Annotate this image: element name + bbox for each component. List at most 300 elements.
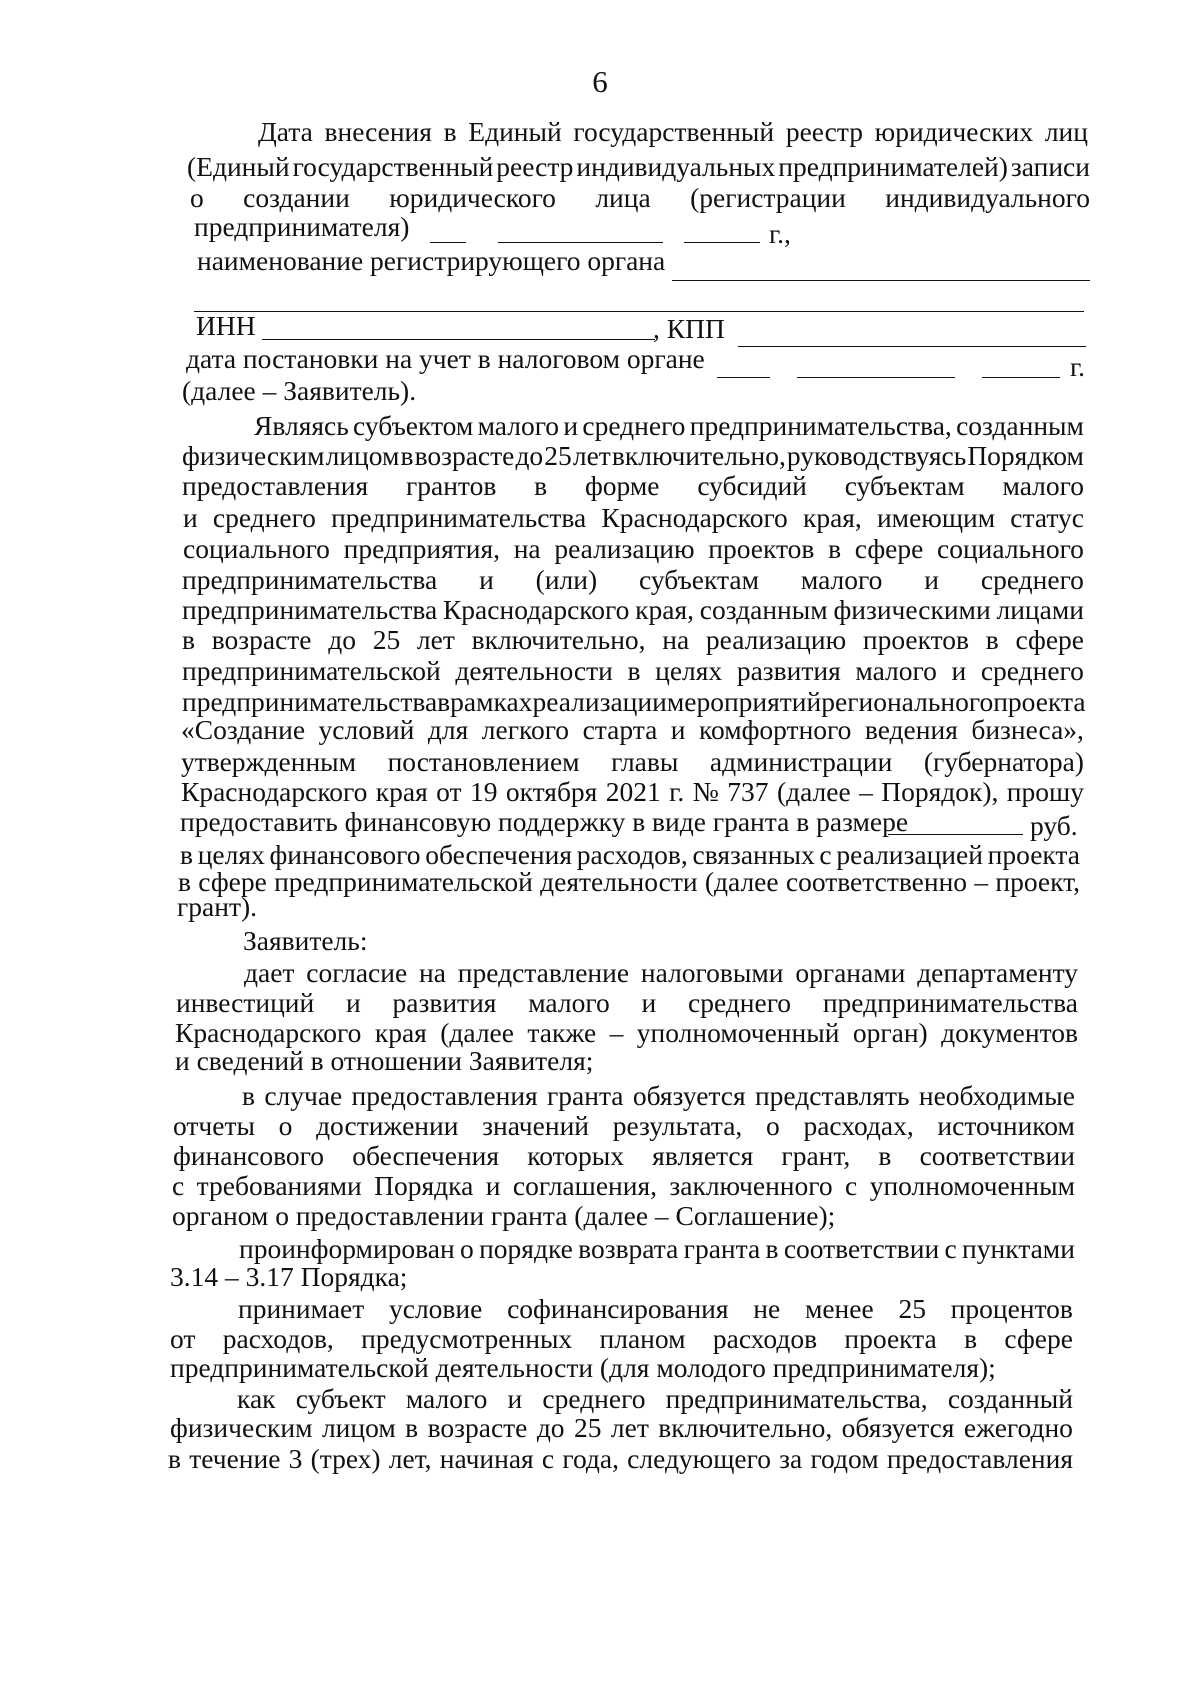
- word: Краснодарского: [442, 594, 630, 625]
- word: инвестиций: [176, 987, 315, 1018]
- word: департаменту: [917, 957, 1078, 988]
- word: записи: [1010, 151, 1090, 182]
- word: сфере: [1004, 1323, 1073, 1354]
- word: обязуется: [632, 1080, 746, 1111]
- word: включительно,: [471, 624, 646, 655]
- word: администрации: [709, 746, 893, 777]
- word: и: [507, 1383, 523, 1414]
- word: до: [515, 440, 544, 471]
- word: включительно,: [658, 1412, 833, 1443]
- word: развития: [736, 655, 841, 686]
- word: ведения: [864, 714, 958, 745]
- para1-line: [181, 746, 1084, 778]
- word: государственный: [292, 151, 494, 182]
- word: в: [242, 1080, 255, 1111]
- word: менее: [804, 1293, 874, 1324]
- word: согласие: [306, 957, 408, 988]
- para6-line: [168, 1443, 1073, 1475]
- word: и: [479, 564, 494, 595]
- word: принимает: [238, 1293, 365, 1324]
- word: предоставления: [351, 1080, 538, 1111]
- word: деятельности: [540, 866, 698, 897]
- word: как: [237, 1383, 276, 1414]
- word: среднего: [582, 410, 686, 441]
- word: расходах,: [803, 1110, 914, 1141]
- word: в: [178, 866, 191, 897]
- grant-amount-field[interactable]: [888, 834, 1023, 835]
- word: и: [670, 714, 686, 745]
- word: с: [845, 1170, 858, 1201]
- word: в: [182, 624, 195, 655]
- word: соответственно: [785, 866, 968, 897]
- word: индивидуального: [885, 182, 1090, 213]
- word: результата,: [612, 1110, 743, 1141]
- word: г.: [669, 776, 685, 807]
- word: 2021: [605, 776, 661, 807]
- word: малого: [800, 564, 883, 595]
- word: заключенного: [669, 1170, 833, 1201]
- word: –: [609, 1017, 624, 1048]
- word: предпринимательской: [274, 866, 533, 897]
- word: до: [328, 624, 356, 655]
- word: мероприятий: [666, 686, 822, 717]
- word: связанных: [692, 839, 815, 870]
- word: среднего: [212, 502, 316, 533]
- word: документов: [941, 1017, 1078, 1048]
- word: финансового: [269, 839, 421, 870]
- para1-line: [183, 502, 1084, 534]
- word: для: [427, 714, 469, 745]
- para1-line: [181, 776, 1084, 808]
- word: юридических: [874, 116, 1034, 147]
- word: –: [974, 866, 989, 897]
- word: созданный: [947, 1383, 1073, 1414]
- word: в: [878, 1140, 892, 1171]
- word: Порядком: [967, 440, 1084, 471]
- word: расходов,: [576, 839, 688, 870]
- word: уполномоченным: [869, 1170, 1075, 1201]
- word: соответствии: [919, 1140, 1075, 1171]
- para1-line: [182, 624, 1084, 656]
- applicant-heading: Заявитель:: [243, 925, 368, 956]
- word: планом: [599, 1323, 686, 1354]
- word: возврата: [578, 1233, 679, 1264]
- word: среднего: [542, 1383, 646, 1414]
- word: проекта: [844, 1323, 937, 1354]
- word: от: [436, 776, 462, 807]
- word: Являясь: [254, 410, 349, 441]
- para1-line: [254, 410, 1084, 442]
- word: расходов: [712, 1323, 818, 1354]
- word: края,: [802, 502, 862, 533]
- word: в: [437, 686, 451, 717]
- word: в: [964, 1323, 978, 1354]
- word: течение: [189, 1443, 281, 1474]
- word: Краснодарского: [175, 1017, 362, 1048]
- word: Единый: [468, 116, 562, 147]
- para1-tail-line: [178, 866, 1080, 898]
- word: проект,: [995, 866, 1080, 897]
- word: «Создание: [181, 714, 306, 745]
- blank-year[interactable]: [684, 242, 760, 243]
- para5-line: предпринимательской деятельности (для молодого предпринимателя);: [170, 1352, 996, 1383]
- word: октября: [505, 776, 598, 807]
- word: возрасте: [427, 1412, 528, 1443]
- word: 25: [898, 1293, 926, 1324]
- applicant-definition: (далее – Заявитель).: [182, 375, 417, 406]
- word: предпринимательства,: [665, 1383, 928, 1414]
- word: государственный: [573, 116, 775, 147]
- para1-line: [182, 470, 1084, 502]
- inn-field[interactable]: [262, 339, 655, 340]
- word: 3: [288, 1443, 303, 1474]
- word: малого: [855, 655, 937, 686]
- word: малого: [477, 410, 560, 441]
- word: сфере: [1015, 624, 1084, 655]
- word: представление: [457, 957, 630, 988]
- word: социального: [937, 533, 1084, 564]
- word: индивидуальных: [576, 151, 776, 182]
- tax-registration-label: дата постановки на учет в налоговом органе: [186, 343, 705, 374]
- word: возрасте: [414, 440, 515, 471]
- word: малого: [405, 1383, 488, 1414]
- word: отчеты: [173, 1110, 255, 1141]
- word: 25: [544, 440, 572, 471]
- word: на: [419, 957, 446, 988]
- word: с: [944, 1233, 957, 1264]
- para2-line: [176, 987, 1078, 1019]
- word: физическим: [182, 440, 325, 471]
- para3-line: [242, 1080, 1075, 1112]
- word: грант,: [781, 1140, 851, 1171]
- word: постановлением: [387, 746, 580, 777]
- word: субъектом: [353, 410, 474, 441]
- word: в: [180, 839, 193, 870]
- word: проектов: [708, 533, 815, 564]
- word: и: [485, 1170, 501, 1201]
- word: лицом: [321, 1412, 396, 1443]
- word: сфере: [854, 533, 924, 564]
- word: целях: [655, 655, 723, 686]
- word: начиная: [439, 1443, 534, 1474]
- word: лиц: [1044, 116, 1088, 147]
- header-line-3: [190, 182, 1090, 214]
- kpp-label: , КПП: [653, 313, 725, 344]
- header-line-1: [258, 116, 1088, 148]
- word: №: [692, 776, 719, 807]
- word: 737: [727, 776, 769, 807]
- para1-line: [182, 440, 1084, 472]
- registering-authority-field[interactable]: [672, 280, 1090, 281]
- word: создании: [243, 182, 350, 213]
- word: на: [513, 533, 541, 564]
- word: (или): [535, 564, 598, 595]
- word: регионального: [821, 686, 994, 717]
- word: социального: [183, 533, 330, 564]
- word: главы: [611, 746, 679, 777]
- para2-line: и сведений в отношении Заявителя;: [175, 1045, 594, 1076]
- word: о: [190, 182, 204, 213]
- word: дает: [244, 957, 295, 988]
- word: целях: [197, 839, 265, 870]
- word: среднего: [980, 564, 1084, 595]
- word: субъектам: [639, 564, 759, 595]
- word: 25: [573, 1412, 602, 1443]
- tax-date-year[interactable]: [982, 377, 1060, 378]
- para4-line: 3.14 – 3.17 Порядка;: [170, 1261, 408, 1292]
- word: требованиями: [196, 1170, 362, 1201]
- word: среднего: [980, 655, 1084, 686]
- word: и: [951, 655, 967, 686]
- word: рамках: [450, 686, 533, 717]
- word: края: [374, 1017, 427, 1048]
- para3-line: органом о предоставлении гранта (далее – Соглашение);: [172, 1200, 836, 1231]
- word: предпринимательства: [182, 686, 438, 717]
- word: предприятия,: [343, 533, 501, 564]
- word: малого: [528, 987, 610, 1018]
- word: значений: [482, 1110, 589, 1141]
- word: (далее: [776, 776, 851, 807]
- word: субъект: [295, 1383, 386, 1414]
- word: расходов,: [222, 1323, 334, 1354]
- word: 25: [372, 624, 401, 655]
- word: ежегодно: [963, 1412, 1073, 1443]
- word: легкого: [481, 714, 570, 745]
- word: случае: [264, 1080, 343, 1111]
- word: деятельности: [455, 655, 613, 686]
- word: 19: [469, 776, 498, 807]
- word: предоставления: [886, 1443, 1073, 1474]
- para1-line: [183, 533, 1084, 565]
- word: грантов: [405, 470, 497, 501]
- word: с: [541, 1443, 555, 1474]
- word: развития: [392, 987, 497, 1018]
- word: о: [460, 1233, 474, 1264]
- word: субъектам: [844, 470, 965, 501]
- word: предусмотренных: [361, 1323, 573, 1354]
- word: является: [652, 1140, 754, 1171]
- word: следующего: [627, 1443, 771, 1474]
- registering-authority-label: наименование регистрирующего органа: [197, 245, 666, 276]
- word: обеспечения: [425, 839, 573, 870]
- para1-line: [182, 564, 1084, 596]
- word: созданным: [956, 410, 1084, 441]
- word: и: [924, 564, 939, 595]
- word: уполномоченный: [636, 1017, 840, 1048]
- word: сфере: [198, 866, 267, 897]
- word: проектов: [862, 624, 970, 655]
- word: в: [534, 470, 548, 501]
- word: в: [443, 116, 457, 147]
- word: руководствуясь: [786, 440, 967, 471]
- word: лет: [416, 624, 455, 655]
- word: и: [346, 987, 361, 1018]
- word: необходимые: [918, 1080, 1075, 1111]
- word: субсидий: [697, 470, 807, 501]
- word: в: [765, 1233, 779, 1264]
- word: органами: [795, 957, 906, 988]
- header-line-4: предпринимателя): [194, 211, 410, 242]
- word: –: [859, 776, 873, 807]
- word: о: [766, 1110, 780, 1141]
- word: и: [563, 410, 579, 441]
- word: финансового: [173, 1140, 325, 1171]
- word: статус: [1010, 502, 1084, 533]
- word: обязуется: [841, 1412, 955, 1443]
- word: в: [985, 624, 999, 655]
- word: созданным: [699, 594, 828, 625]
- word: возрасте: [211, 624, 312, 655]
- word: налоговыми: [640, 957, 784, 988]
- word: внесения: [324, 116, 432, 147]
- word: на: [662, 624, 690, 655]
- word: обеспечения: [352, 1140, 500, 1171]
- word: предпринимательства: [182, 564, 438, 595]
- word: в: [405, 1412, 419, 1443]
- word: за: [779, 1443, 803, 1474]
- word: процентов: [950, 1293, 1073, 1324]
- word: в: [168, 1443, 181, 1474]
- word: реализацией: [836, 839, 983, 870]
- para3-line: [173, 1140, 1075, 1172]
- word: включительно,: [611, 440, 786, 471]
- tax-year-suffix: г.: [1070, 351, 1086, 382]
- blank-month[interactable]: [498, 242, 663, 243]
- word: реестр: [496, 151, 574, 182]
- word: бизнеса»,: [971, 714, 1084, 745]
- word: форме: [584, 470, 660, 501]
- word: источником: [937, 1110, 1075, 1141]
- para5-line: [170, 1323, 1073, 1355]
- word: юридического: [389, 182, 556, 213]
- para3-line: [173, 1110, 1075, 1142]
- para6-line: [237, 1383, 1073, 1415]
- word: соглашения,: [512, 1170, 657, 1201]
- word: среднего: [687, 987, 792, 1018]
- para5-line: [238, 1293, 1073, 1325]
- word: физическим: [170, 1412, 313, 1443]
- word: гранта: [683, 1233, 761, 1264]
- para2-line: [244, 957, 1078, 989]
- word: лет: [572, 440, 611, 471]
- word: порядке: [479, 1233, 573, 1264]
- word: края,: [635, 594, 694, 625]
- word: предпринимателей): [778, 151, 1008, 182]
- word: гранта: [547, 1080, 624, 1111]
- word: представлять: [754, 1080, 910, 1111]
- word: которых: [527, 1140, 624, 1171]
- word: условие: [389, 1293, 483, 1324]
- word: предпринимательства: [182, 594, 438, 625]
- word: предпринимательства: [822, 987, 1078, 1018]
- word: условий: [318, 714, 415, 745]
- word: лицами: [996, 594, 1084, 625]
- word: о: [278, 1110, 293, 1141]
- word: малого: [1002, 470, 1084, 501]
- para1-line: [181, 714, 1084, 746]
- word: реестр: [785, 116, 863, 147]
- word: от: [170, 1323, 196, 1354]
- word: соответствии: [783, 1233, 940, 1264]
- word: проинформирован: [239, 1233, 455, 1264]
- word: лет,: [388, 1443, 432, 1474]
- word: проекта: [987, 839, 1080, 870]
- word: Краснодарского: [601, 502, 788, 533]
- word: имеющим: [876, 502, 996, 533]
- page-number: 6: [592, 64, 608, 99]
- registering-authority-field-2[interactable]: [194, 311, 1084, 312]
- word: лет: [610, 1412, 649, 1443]
- blank-day[interactable]: [430, 242, 466, 243]
- word: (далее: [704, 866, 779, 897]
- word: достижении: [316, 1110, 459, 1141]
- word: года,: [562, 1443, 619, 1474]
- word: в: [400, 440, 414, 471]
- word: Дата: [258, 116, 313, 147]
- tax-date-day[interactable]: [717, 377, 770, 378]
- word: проекта: [993, 686, 1086, 717]
- word: до: [536, 1412, 565, 1443]
- para1-line: [182, 655, 1084, 687]
- word: Краснодарского: [181, 776, 368, 807]
- kpp-field[interactable]: [738, 346, 1086, 347]
- para1-tail-line: грант).: [177, 891, 258, 922]
- para1-line: [182, 594, 1084, 626]
- word: лицом: [325, 440, 400, 471]
- word: края: [375, 776, 428, 807]
- word: лица: [595, 182, 651, 213]
- word: прошу: [1006, 776, 1084, 807]
- word: реализацию: [554, 533, 695, 564]
- word: в: [828, 533, 842, 564]
- word: в: [627, 655, 641, 686]
- word: с: [819, 839, 832, 870]
- word: софинансирования: [507, 1293, 729, 1324]
- word: реализацию: [705, 624, 847, 655]
- para6-line: [170, 1412, 1073, 1444]
- word: предпринимательской: [182, 655, 441, 686]
- word: (Единый: [187, 151, 290, 182]
- word: утвержденным: [181, 746, 357, 777]
- word: реализации: [532, 686, 667, 717]
- year-suffix: г.,: [769, 218, 791, 249]
- word: не: [753, 1293, 781, 1324]
- word: предпринимательства,: [689, 410, 952, 441]
- word: и: [641, 987, 657, 1018]
- word: (далее: [440, 1017, 514, 1048]
- para3-line: [172, 1170, 1075, 1202]
- word: (трех): [310, 1443, 381, 1474]
- word: (регистрации: [690, 182, 846, 213]
- word: старта: [582, 714, 658, 745]
- inn-label: ИНН: [196, 310, 256, 341]
- grant-request-line: предоставить финансовую поддержку в виде гранта в размере: [180, 806, 909, 837]
- word: комфортного: [699, 714, 852, 745]
- word: годом: [810, 1443, 879, 1474]
- header-line-2: [187, 151, 1090, 183]
- word: с: [172, 1170, 185, 1201]
- word: предпринимательства: [331, 502, 587, 533]
- tax-date-month[interactable]: [797, 377, 955, 378]
- word: Порядка: [374, 1170, 474, 1201]
- word: и: [183, 502, 198, 533]
- word: Порядок),: [881, 776, 999, 807]
- word: также: [527, 1017, 597, 1048]
- word: пунктами: [962, 1233, 1075, 1264]
- grant-currency: руб.: [1030, 810, 1078, 841]
- word: предоставления: [182, 470, 369, 501]
- word: физическими: [833, 594, 991, 625]
